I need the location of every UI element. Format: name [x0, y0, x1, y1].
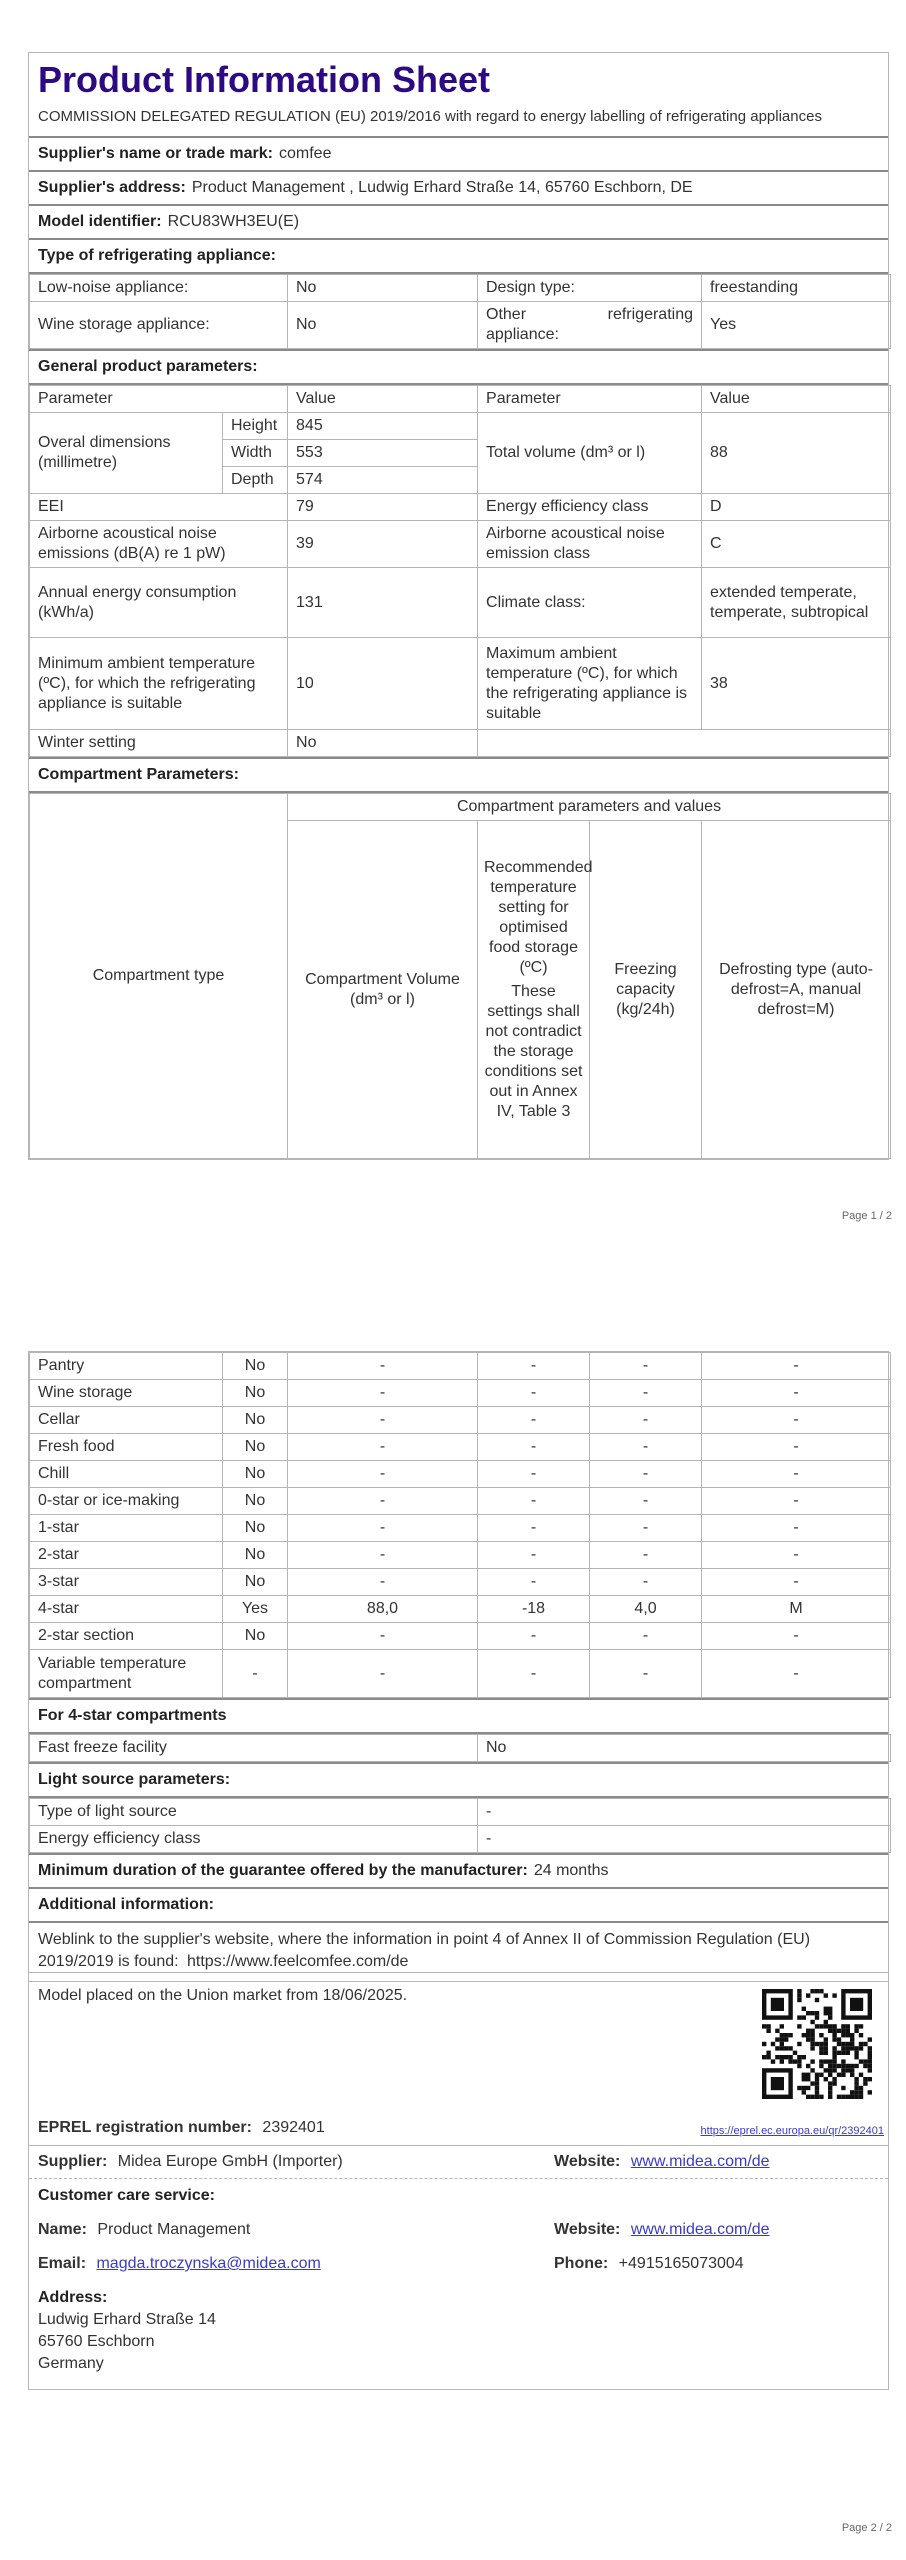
- appliance-type-heading: Type of refrigerating appliance:: [29, 238, 888, 274]
- page-number-1: Page 1 / 2: [841, 1210, 892, 1222]
- compartment-type-cell: Wine storage: [30, 1380, 223, 1407]
- compartment-present-cell: No: [223, 1488, 288, 1515]
- compartment-defrost-cell: -: [702, 1515, 891, 1542]
- light-type-label: Type of light source: [30, 1799, 478, 1826]
- eprel-label: EPREL registration number:: [38, 2119, 252, 2136]
- general-parameters-table: [29, 385, 891, 757]
- compartment-temp-cell: -: [478, 1515, 590, 1542]
- compartment-temp-cell: -: [478, 1407, 590, 1434]
- cc-website-link[interactable]: www.midea.com/de: [630, 2221, 770, 2238]
- light-class-value: -: [478, 1826, 891, 1853]
- table-row: [30, 1596, 891, 1623]
- compartment-defrost-cell: M: [702, 1596, 891, 1623]
- compartment-volume-cell: -: [288, 1488, 478, 1515]
- compartment-volume-cell: -: [288, 1542, 478, 1569]
- table-row: [30, 1461, 891, 1488]
- compartment-rows-table: [29, 1352, 891, 1698]
- noise-label: Airborne acoustical noise emissions (dB(A) re 1 pW): [30, 521, 288, 568]
- model-identifier-row: [29, 204, 888, 238]
- wine-storage-label: Wine storage appliance:: [30, 302, 288, 349]
- compartment-defrost-cell: -: [702, 1434, 891, 1461]
- table-row: [30, 1434, 891, 1461]
- supplier-name-row: [29, 136, 888, 170]
- recommended-temp-header: Recommended temperature setting for optimised food storage (ºC) These settings shall not contradict the storage conditions set out in Annex IV, Table 3: [478, 821, 590, 1159]
- col-value-header-2: Value: [702, 386, 891, 413]
- compartment-present-cell: No: [223, 1623, 288, 1650]
- compartment-type-header: Compartment type: [30, 794, 288, 1159]
- energy-class-label: Energy efficiency class: [478, 494, 702, 521]
- page-2: [0, 1300, 906, 2560]
- compartment-present-cell: -: [223, 1650, 288, 1698]
- compartment-temp-cell: -: [478, 1461, 590, 1488]
- compartment-freezing-cell: -: [590, 1353, 702, 1380]
- compartment-type-cell: 1-star: [30, 1515, 223, 1542]
- compartment-volume-cell: -: [288, 1623, 478, 1650]
- compartment-freezing-cell: -: [590, 1569, 702, 1596]
- market-info: [29, 1973, 888, 2145]
- supplier-weblink[interactable]: https://www.feelcomfee.com/de: [187, 1953, 409, 1970]
- compartment-volume-cell: -: [288, 1434, 478, 1461]
- supplier-website-link[interactable]: www.midea.com/de: [630, 2153, 770, 2170]
- compartment-type-cell: Fresh food: [30, 1434, 223, 1461]
- compartment-volume-cell: -: [288, 1650, 478, 1698]
- compartment-present-cell: No: [223, 1380, 288, 1407]
- cc-name-label: Name:: [38, 2221, 87, 2238]
- dimensions-label: Overal dimensions (millimetre): [30, 413, 223, 494]
- supplier-contact-row: [29, 2145, 888, 2179]
- cc-phone-label: Phone:: [554, 2255, 609, 2272]
- freezing-capacity-header: Freezing capacity (kg/24h): [590, 821, 702, 1159]
- compartment-present-cell: No: [223, 1515, 288, 1542]
- customer-care-block: [29, 2179, 888, 2389]
- compartment-temp-cell: -: [478, 1569, 590, 1596]
- additional-info-text: Weblink to the supplier's website, where the information in point 4 of Annex II of Commission Regulation (EU) 2019/2019 is found: https://www.feelcomfee.com/de: [38, 1931, 811, 1970]
- market-placed-text: Model placed on the Union market from 18/06/2025.: [38, 1987, 408, 2004]
- winter-setting-value: No: [288, 730, 478, 757]
- general-parameters-heading: General product parameters:: [29, 349, 888, 385]
- height-label: Height: [223, 413, 288, 440]
- compartment-temp-cell: -: [478, 1434, 590, 1461]
- compartment-defrost-cell: -: [702, 1650, 891, 1698]
- col-value-header: Value: [288, 386, 478, 413]
- width-value: 553: [288, 440, 478, 467]
- additional-info-heading: Additional information:: [29, 1887, 888, 1923]
- compartment-type-cell: Variable temperature compartment: [30, 1650, 223, 1698]
- eprel-info-box: [28, 1972, 889, 2390]
- col-parameter-header: Parameter: [30, 386, 288, 413]
- compartment-type-cell: Chill: [30, 1461, 223, 1488]
- compartment-defrost-cell: -: [702, 1542, 891, 1569]
- light-type-value: -: [478, 1799, 891, 1826]
- compartment-temp-cell: -: [478, 1650, 590, 1698]
- four-star-heading: For 4-star compartments: [29, 1698, 888, 1734]
- wine-storage-value: No: [288, 302, 478, 349]
- table-row: [30, 1488, 891, 1515]
- temp-note: These settings shall not contradict the storage conditions set out in Annex IV, Table 3: [484, 982, 583, 1120]
- guarantee-label: Minimum duration of the guarantee offered by the manufacturer:: [38, 1862, 528, 1879]
- website-label: Website:: [554, 2153, 621, 2170]
- guarantee-row: [29, 1853, 888, 1887]
- compartment-temp-cell: -: [478, 1542, 590, 1569]
- empty-cell: [478, 730, 891, 757]
- table-row: [30, 1353, 891, 1380]
- supplier-value: Midea Europe GmbH (Importer): [117, 2153, 343, 2170]
- cc-address-label: Address:: [38, 2289, 108, 2306]
- fast-freeze-value: No: [478, 1735, 891, 1762]
- compartment-freezing-cell: -: [590, 1650, 702, 1698]
- other-refrigerating-value: Yes: [702, 302, 891, 349]
- compartment-present-cell: No: [223, 1461, 288, 1488]
- compartment-temp-cell: -: [478, 1353, 590, 1380]
- min-temp-label: Minimum ambient temperature (ºC), for which the refrigerating appliance is suitable: [30, 638, 288, 730]
- min-temp-value: 10: [288, 638, 478, 730]
- design-type-value: freestanding: [702, 275, 891, 302]
- compartment-freezing-cell: -: [590, 1407, 702, 1434]
- compartment-freezing-cell: -: [590, 1380, 702, 1407]
- compartment-defrost-cell: -: [702, 1407, 891, 1434]
- cc-name-value: Product Management: [97, 2221, 251, 2238]
- compartment-volume-cell: -: [288, 1515, 478, 1542]
- cc-address-line-3: Germany: [38, 2355, 104, 2372]
- table-row: [30, 1569, 891, 1596]
- compartment-type-cell: 0-star or ice-making: [30, 1488, 223, 1515]
- depth-label: Depth: [223, 467, 288, 494]
- compartment-type-cell: 3-star: [30, 1569, 223, 1596]
- product-information-sheet-continued: [28, 1351, 889, 1982]
- col-parameter-header-2: Parameter: [478, 386, 702, 413]
- compartment-freezing-cell: -: [590, 1623, 702, 1650]
- compartment-temp-cell: -: [478, 1488, 590, 1515]
- eprel-value: 2392401: [262, 2119, 325, 2136]
- compartment-header-table: [29, 793, 891, 1159]
- light-source-heading: Light source parameters:: [29, 1762, 888, 1798]
- compartment-type-cell: Pantry: [30, 1353, 223, 1380]
- compartment-freezing-cell: -: [590, 1461, 702, 1488]
- defrosting-type-header: Defrosting type (auto-defrost=A, manual defrost=M): [702, 821, 891, 1159]
- model-identifier-label: Model identifier:: [38, 213, 162, 230]
- page-number-2: Page 2 / 2: [841, 2522, 892, 2534]
- table-row: [30, 1407, 891, 1434]
- appliance-type-table: [29, 274, 891, 349]
- compartment-volume-cell: -: [288, 1569, 478, 1596]
- supplier-address-label: Supplier's address:: [38, 179, 186, 196]
- compartment-present-cell: No: [223, 1542, 288, 1569]
- table-row: [30, 1380, 891, 1407]
- cc-website-label: Website:: [554, 2221, 621, 2238]
- compartment-defrost-cell: -: [702, 1488, 891, 1515]
- depth-value: 574: [288, 467, 478, 494]
- max-temp-label: Maximum ambient temperature (ºC), for which the refrigerating appliance is suitable: [478, 638, 702, 730]
- compartment-defrost-cell: -: [702, 1569, 891, 1596]
- eei-value: 79: [288, 494, 478, 521]
- fast-freeze-label: Fast freeze facility: [30, 1735, 478, 1762]
- climate-class-value: extended temperate, temperate, subtropical: [702, 568, 891, 638]
- compartment-freezing-cell: 4,0: [590, 1596, 702, 1623]
- compartment-temp-cell: -: [478, 1623, 590, 1650]
- supplier-label: Supplier:: [38, 2153, 108, 2170]
- table-row: [30, 1542, 891, 1569]
- noise-class-label: Airborne acoustical noise emission class: [478, 521, 702, 568]
- compartment-freezing-cell: -: [590, 1488, 702, 1515]
- guarantee-value: 24 months: [533, 1862, 609, 1879]
- page-title: Product Information Sheet: [38, 59, 491, 100]
- compartment-volume-cell: -: [288, 1380, 478, 1407]
- noise-class-value: C: [702, 521, 891, 568]
- other-refrigerating-label: Other refrigerating appliance:: [478, 302, 702, 349]
- energy-class-value: D: [702, 494, 891, 521]
- compartment-defrost-cell: -: [702, 1461, 891, 1488]
- supplier-address-row: [29, 170, 888, 204]
- total-volume-value: 88: [702, 413, 891, 494]
- height-value: 845: [288, 413, 478, 440]
- cc-address-line-1: Ludwig Erhard Straße 14: [38, 2311, 216, 2328]
- compartment-volume-cell: -: [288, 1353, 478, 1380]
- cc-address-line-2: 65760 Eschborn: [38, 2333, 155, 2350]
- light-class-label: Energy efficiency class: [30, 1826, 478, 1853]
- compartment-parameters-heading: Compartment Parameters:: [29, 757, 888, 793]
- compartment-volume-cell: -: [288, 1407, 478, 1434]
- compartment-defrost-cell: -: [702, 1380, 891, 1407]
- compartment-freezing-cell: -: [590, 1434, 702, 1461]
- compartment-temp-cell: -18: [478, 1596, 590, 1623]
- design-type-label: Design type:: [478, 275, 702, 302]
- compartment-present-cell: Yes: [223, 1596, 288, 1623]
- customer-care-heading: Customer care service:: [38, 2187, 215, 2204]
- low-noise-label: Low-noise appliance:: [30, 275, 288, 302]
- width-label: Width: [223, 440, 288, 467]
- page-1: [0, 0, 906, 1270]
- cc-email-link[interactable]: magda.troczynska@midea.com: [96, 2255, 321, 2272]
- supplier-name-value: comfee: [279, 145, 332, 162]
- total-volume-label: Total volume (dm³ or l): [478, 413, 702, 494]
- table-row: [30, 1650, 891, 1698]
- compartment-present-cell: No: [223, 1434, 288, 1461]
- table-row: [30, 1515, 891, 1542]
- low-noise-value: No: [288, 275, 478, 302]
- compartment-volume-cell: -: [288, 1461, 478, 1488]
- light-source-table: [29, 1798, 891, 1853]
- compartment-defrost-cell: -: [702, 1353, 891, 1380]
- four-star-table: [29, 1734, 891, 1762]
- noise-value: 39: [288, 521, 478, 568]
- compartment-present-cell: No: [223, 1569, 288, 1596]
- compartment-type-cell: 2-star section: [30, 1623, 223, 1650]
- annual-energy-label: Annual energy consumption (kWh/a): [30, 568, 288, 638]
- supplier-name-label: Supplier's name or trade mark:: [38, 145, 273, 162]
- eprel-link[interactable]: https://eprel.ec.europa.eu/qr/2392401: [700, 2125, 884, 2137]
- compartment-present-cell: No: [223, 1353, 288, 1380]
- max-temp-value: 38: [702, 638, 891, 730]
- winter-setting-label: Winter setting: [30, 730, 288, 757]
- annual-energy-value: 131: [288, 568, 478, 638]
- supplier-address-value: Product Management , Ludwig Erhard Straße 14, 65760 Eschborn, DE: [191, 179, 693, 196]
- qr-code-icon[interactable]: [762, 1989, 872, 2099]
- climate-class-label: Climate class:: [478, 568, 702, 638]
- compartment-type-cell: 2-star: [30, 1542, 223, 1569]
- regulation-subtitle: COMMISSION DELEGATED REGULATION (EU) 2019/2016 with regard to energy labelling of refrigerating appliances: [38, 108, 822, 125]
- compartment-volume-header: Compartment Volume (dm³ or l): [288, 821, 478, 1159]
- compartment-freezing-cell: -: [590, 1515, 702, 1542]
- compartment-volume-cell: 88,0: [288, 1596, 478, 1623]
- compartment-defrost-cell: -: [702, 1623, 891, 1650]
- eei-label: EEI: [30, 494, 288, 521]
- compartment-type-cell: Cellar: [30, 1407, 223, 1434]
- compartment-present-cell: No: [223, 1407, 288, 1434]
- cc-email-label: Email:: [38, 2255, 87, 2272]
- compartment-group-header: Compartment parameters and values: [288, 794, 891, 821]
- compartment-temp-cell: -: [478, 1380, 590, 1407]
- product-information-sheet: [28, 52, 889, 1160]
- compartment-freezing-cell: -: [590, 1542, 702, 1569]
- cc-phone-value: +4915165073004: [618, 2255, 744, 2272]
- eprel-registration: [38, 2119, 325, 2137]
- compartment-type-cell: 4-star: [30, 1596, 223, 1623]
- model-identifier-value: RCU83WH3EU(E): [167, 213, 300, 230]
- table-row: [30, 1623, 891, 1650]
